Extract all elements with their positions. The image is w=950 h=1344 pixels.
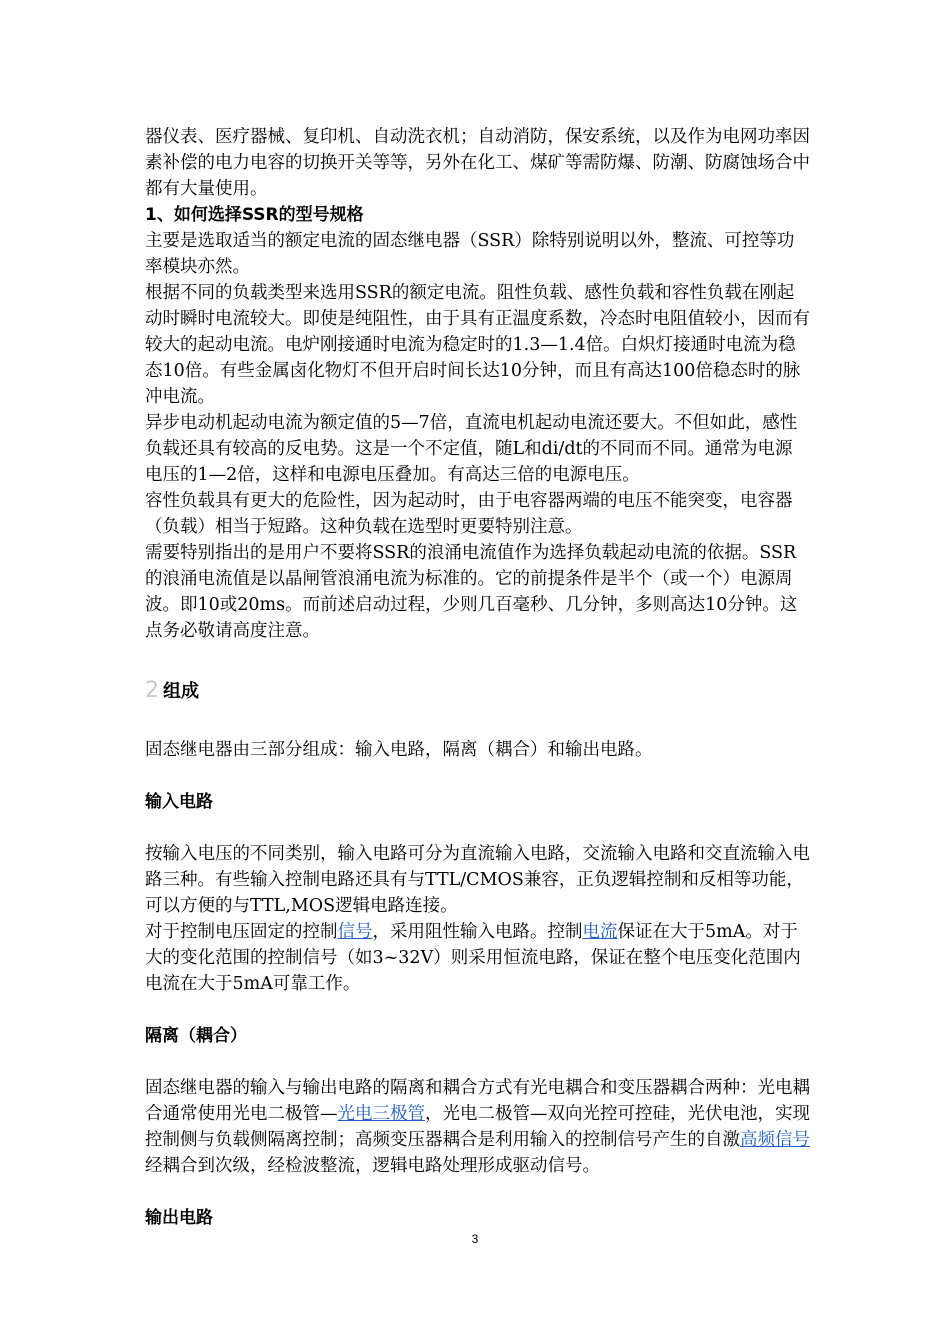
text-run: ，采用阻性输入电路。控制 <box>372 922 583 942</box>
text-run: 经耦合到次级，经检波整流，逻辑电路处理形成驱动信号。 <box>145 1156 600 1176</box>
selection-para-1: 主要是选取适当的额定电流的固态继电器（SSR）除特别说明以外，整流、可控等功率模块亦然。 <box>145 231 795 277</box>
selection-para-5: 需要特别指出的是用户不要将SSR的浪涌电流值作为选择负载起动电流的依据。SSR的浪涌电流值是以晶闸管浪涌电流为标准的。它的前提条件是半个（或一个）电源周波。即10或20ms。而前述启动过程，少则几百毫秒、几分钟，多则高达10分钟。这点务必敬请高度注意。 <box>145 543 798 641</box>
link-signal[interactable]: 信号 <box>337 922 373 942</box>
link-hf-signal[interactable]: 高频信号 <box>740 1130 810 1150</box>
selection-para-2: 根据不同的负载类型来选用SSR的额定电流。阻性负载、感性负载和容性负载在刚起动时瞬时电流较大。即使是纯阻性，由于具有正温度系数，冷态时电阻值较小，因而有较大的起动电流。电炉刚接通时电流为稳定时的1.3—1.4倍。白炽灯接通时电流为稳态10倍。有些金属卤化物灯不但开启时间长达10分钟，而且有高达100倍稳态时的脉冲电流。 <box>145 283 810 407</box>
input-circuit-para-2 <box>145 919 810 997</box>
isolation-heading: 隔离（耦合） <box>145 1026 247 1046</box>
page-number: 3 <box>471 1232 479 1246</box>
spacer <box>145 705 810 737</box>
text-run: 对于控制电压固定的控制 <box>145 922 338 942</box>
spacer <box>145 997 810 1023</box>
text-run: 固态继电器的输入与输出电路的隔离和耦合方式有光电耦合和变压器耦合两种：光电耦合通常使用光电二极管— <box>145 1078 810 1124</box>
input-circuit-para-1: 按输入电压的不同类别，输入电路可分为直流输入电路，交流输入电路和交直流输入电路三种。有些输入控制电路还具有与TTL/CMOS兼容，正负逻辑控制和反相等功能，可以方便的与TTL,MOS逻辑电路连接。 <box>145 844 810 916</box>
isolation-para <box>145 1075 810 1179</box>
text-run: ，光电二极管—双向光控可控硅，光伏电池，实现控制侧与负载侧隔离控制；高频变压器耦合是利用输入的控制信号产生的自激 <box>145 1104 810 1150</box>
spacer <box>145 1049 810 1075</box>
link-current[interactable]: 电流 <box>582 922 618 942</box>
spacer <box>145 763 810 789</box>
selection-para-4: 容性负载具有更大的危险性，因为起动时，由于电容器两端的电压不能突变，电容器（负载）相当于短路。这种负载在选型时更要特别注意。 <box>145 491 793 537</box>
spacer <box>145 1179 810 1205</box>
spacer <box>145 815 810 841</box>
text-run: 保证在大于5mA。对于大的变化范围的控制信号（如3~32V）则采用恒流电路，保证在整个电压变化范围内电流在大于5mA可靠工作。 <box>145 922 801 994</box>
page-content <box>145 124 810 1231</box>
selection-para-3: 异步电动机起动电流为额定值的5—7倍，直流电机起动电流还要大。不但如此，感性负载还具有较高的反电势。这是一个不定值，随L和di/dt的不同而不同。通常为电源电压的1—2倍，这样和电源电压叠加。有高达三倍的电源电压。 <box>145 413 798 485</box>
section-title: 组成 <box>163 681 199 702</box>
section-2-intro: 固态继电器由三部分组成：输入电路，隔离（耦合）和输出电路。 <box>145 740 653 760</box>
section-number: 2 <box>145 678 159 703</box>
input-circuit-heading: 输入电路 <box>145 792 213 812</box>
selection-heading: 1、如何选择SSR的型号规格 <box>145 205 364 225</box>
intro-paragraph: 器仪表、医疗器械、复印机、自动洗衣机；自动消防，保安系统，以及作为电网功率因素补偿的电力电容的切换开关等等，另外在化工、煤矿等需防爆、防潮、防腐蚀场合中都有大量使用。 <box>145 127 810 199</box>
output-circuit-heading: 输出电路 <box>145 1208 213 1228</box>
link-phototransistor[interactable]: 光电三极管 <box>337 1104 425 1124</box>
section-2-heading <box>145 678 810 705</box>
